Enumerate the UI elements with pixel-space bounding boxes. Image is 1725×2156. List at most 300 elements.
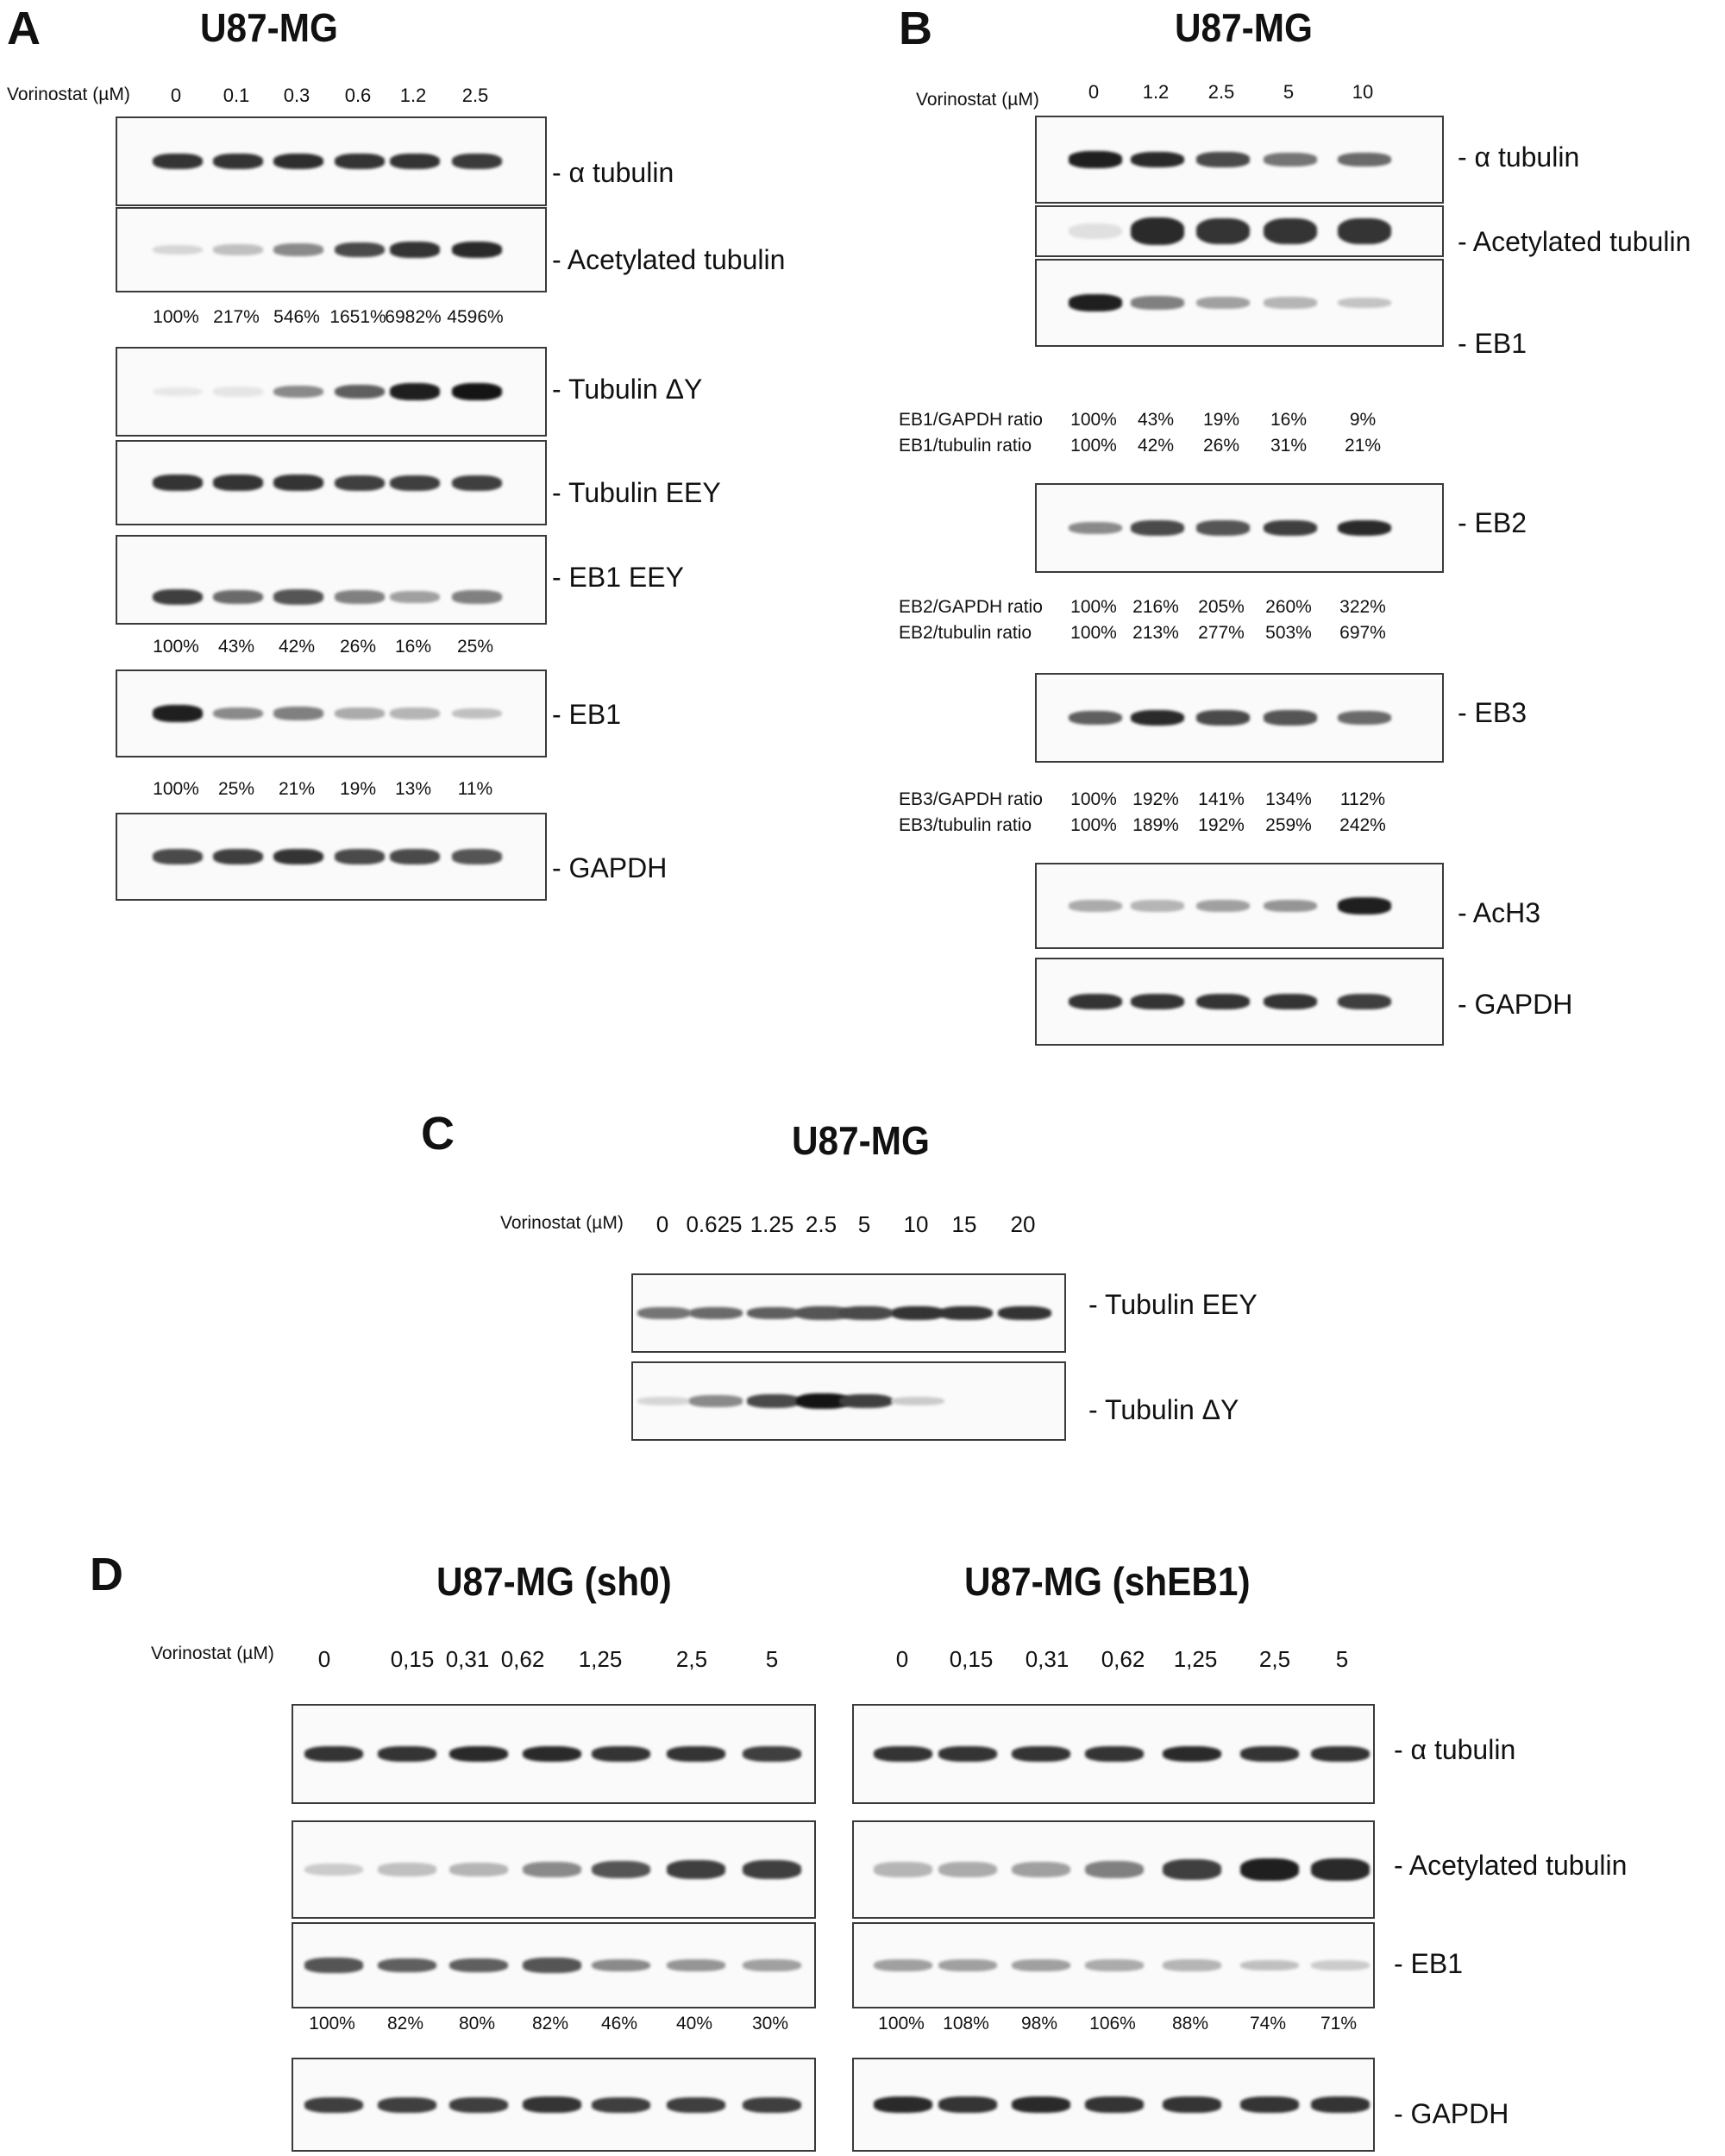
band <box>452 475 502 491</box>
blot-c-0 <box>631 1273 1066 1353</box>
band <box>1311 2096 1370 2112</box>
band <box>390 475 440 491</box>
percent-value: 25% <box>456 637 494 657</box>
blot-a-1 <box>116 207 547 292</box>
ratio-value: 26% <box>1202 436 1240 456</box>
ratio-value: 21% <box>1344 436 1382 456</box>
band <box>153 705 203 721</box>
panel-letter-a: A <box>7 3 41 54</box>
percent-value: 16% <box>394 637 432 657</box>
band <box>335 475 385 491</box>
blot-label: - AcH3 <box>1458 897 1541 928</box>
band <box>273 386 323 399</box>
percent-value: 88% <box>1171 2014 1209 2033</box>
band <box>213 707 263 720</box>
band <box>1131 217 1184 245</box>
band <box>273 243 323 256</box>
blot-label: - EB1 <box>552 699 622 730</box>
blot-label: - α tubulin <box>552 157 674 188</box>
band <box>153 589 203 605</box>
band <box>452 383 502 400</box>
band <box>1196 297 1250 309</box>
band <box>452 849 502 864</box>
band <box>1196 152 1250 167</box>
conc-value: 0.3 <box>283 85 310 106</box>
blot-b-4 <box>1035 673 1444 763</box>
band <box>998 1306 1051 1320</box>
band <box>335 707 385 720</box>
band <box>452 590 502 603</box>
ratio-value: 100% <box>1070 623 1117 643</box>
ratio-value: 16% <box>1270 410 1308 430</box>
band <box>689 1395 743 1406</box>
ratio-value: 277% <box>1198 623 1245 643</box>
band <box>874 1746 932 1762</box>
percent-value: 11% <box>457 779 493 799</box>
band <box>523 1746 581 1763</box>
conc-value: 0,31 <box>445 1646 490 1672</box>
ratio-value: 322% <box>1339 597 1386 617</box>
conc-value: 5 <box>1283 81 1295 103</box>
band <box>335 590 385 603</box>
band <box>273 849 323 864</box>
band <box>1012 1862 1070 1878</box>
band <box>592 1746 650 1762</box>
ratio-value: 43% <box>1137 410 1175 430</box>
blot-label: - EB1 EEY <box>552 562 684 593</box>
panel-letter-c: C <box>421 1108 455 1160</box>
percent-value: 40% <box>675 2014 713 2033</box>
band <box>1240 2096 1299 2112</box>
band <box>938 1959 997 1971</box>
band <box>335 242 385 258</box>
blot-label: - GAPDH <box>1394 2098 1509 2129</box>
ratio-label: EB3/GAPDH ratio <box>899 789 1043 809</box>
band <box>1163 1746 1221 1763</box>
panel-c-title: U87-MG <box>792 1118 930 1163</box>
percent-value: 1651% <box>329 307 386 327</box>
conc-axis-label: Vorinostat (µM) <box>500 1213 624 1233</box>
blot-d-sheb1-0 <box>852 1704 1375 1804</box>
band <box>637 1307 691 1319</box>
band <box>449 1746 508 1763</box>
conc-value: 2,5 <box>1258 1646 1291 1672</box>
panel-d-title-sheb1: U87-MG (shEB1) <box>964 1559 1251 1604</box>
band <box>874 1862 932 1876</box>
band <box>335 849 385 864</box>
percent-value: 217% <box>213 307 260 327</box>
band <box>743 1746 801 1762</box>
ratio-value: 259% <box>1265 815 1312 835</box>
band <box>1240 1858 1299 1881</box>
conc-value: 2.5 <box>461 85 489 106</box>
blot-label: - EB1 <box>1394 1948 1464 1979</box>
band <box>667 1746 725 1762</box>
blot-b-1 <box>1035 205 1444 257</box>
ratio-label: EB2/GAPDH ratio <box>899 597 1043 617</box>
band <box>1338 711 1391 725</box>
band <box>1085 1959 1144 1971</box>
band <box>153 154 203 169</box>
blot-label: - EB3 <box>1458 697 1527 728</box>
blot-d-sheb1-2 <box>852 1922 1375 2008</box>
percent-value: 80% <box>458 2014 496 2033</box>
percent-value: 42% <box>278 637 316 657</box>
conc-value: 10 <box>1352 81 1374 103</box>
band <box>452 154 502 169</box>
blot-a-5 <box>116 669 547 757</box>
percent-value: 100% <box>309 2014 355 2033</box>
band <box>1085 2096 1144 2112</box>
band <box>523 2096 581 2112</box>
conc-value: 0 <box>317 1646 331 1672</box>
band <box>304 1864 363 1876</box>
blot-label: - EB2 <box>1458 507 1527 538</box>
conc-value: 0 <box>656 1211 669 1237</box>
blot-d-sh0-2 <box>292 1922 816 2008</box>
band <box>390 707 440 719</box>
conc-axis-label: Vorinostat (µM) <box>916 90 1039 110</box>
band <box>1069 294 1122 311</box>
conc-value: 0,15 <box>949 1646 994 1672</box>
band <box>1338 218 1391 245</box>
percent-value: 71% <box>1320 2014 1358 2033</box>
band <box>304 1958 363 1972</box>
band <box>592 1959 650 1972</box>
band <box>1163 1859 1221 1880</box>
band <box>1131 994 1184 1009</box>
ratio-value: 260% <box>1265 597 1312 617</box>
band <box>592 1861 650 1879</box>
band <box>449 2097 508 2113</box>
ratio-value: 100% <box>1070 436 1117 456</box>
percent-value: 30% <box>751 2014 789 2033</box>
ratio-value: 192% <box>1198 815 1245 835</box>
band <box>1338 897 1391 914</box>
conc-axis-label: Vorinostat (µM) <box>151 1644 274 1663</box>
band <box>390 849 440 864</box>
band <box>1338 994 1391 1009</box>
conc-value: 1,25 <box>1173 1646 1218 1672</box>
band <box>938 2096 997 2112</box>
band <box>1240 1746 1299 1762</box>
band <box>1338 520 1391 537</box>
blot-a-3 <box>116 440 547 525</box>
blot-d-sh0-0 <box>292 1704 816 1804</box>
band <box>667 1959 725 1971</box>
band <box>1131 710 1184 726</box>
band <box>1012 1959 1070 1971</box>
band <box>1196 710 1250 726</box>
band <box>1085 1746 1144 1762</box>
ratio-label: EB1/GAPDH ratio <box>899 410 1043 430</box>
ratio-value: 100% <box>1070 410 1117 430</box>
band <box>1196 994 1250 1009</box>
conc-value: 5 <box>765 1646 779 1672</box>
band <box>390 154 440 169</box>
band <box>1163 2096 1221 2112</box>
percent-value: 74% <box>1249 2014 1287 2033</box>
band <box>449 1958 508 1973</box>
ratio-value: 242% <box>1339 815 1386 835</box>
band <box>1012 1746 1070 1762</box>
band <box>378 2097 436 2113</box>
band <box>213 154 263 169</box>
conc-value: 0,31 <box>1025 1646 1070 1672</box>
percent-value: 106% <box>1089 2014 1136 2033</box>
ratio-value: 503% <box>1265 623 1312 643</box>
conc-value: 0.625 <box>686 1211 743 1237</box>
band <box>1311 1746 1370 1762</box>
percent-value: 43% <box>217 637 255 657</box>
percent-value: 13% <box>394 779 432 799</box>
blot-b-3 <box>1035 483 1444 573</box>
band <box>667 1860 725 1879</box>
band <box>1264 218 1317 245</box>
percent-value: 26% <box>339 637 377 657</box>
conc-value: 0,15 <box>390 1646 435 1672</box>
ratio-value: 205% <box>1198 597 1245 617</box>
band <box>213 387 263 396</box>
band <box>452 708 502 720</box>
band <box>1085 1861 1144 1878</box>
blot-label: - Tubulin ΔY <box>552 374 703 405</box>
blot-label: - α tubulin <box>1394 1734 1516 1765</box>
band <box>335 385 385 399</box>
percent-value: 100% <box>878 2014 925 2033</box>
percent-value: 82% <box>386 2014 424 2033</box>
band <box>335 154 385 169</box>
blot-a-0 <box>116 116 547 206</box>
conc-axis-label: Vorinostat (µM) <box>7 85 130 104</box>
conc-value: 0 <box>1088 81 1100 103</box>
band <box>1196 218 1250 245</box>
band <box>874 2096 932 2113</box>
band <box>743 1860 801 1879</box>
ratio-value: 697% <box>1339 623 1386 643</box>
blot-label: - Tubulin EEY <box>1088 1289 1258 1320</box>
band <box>273 475 323 490</box>
percent-value: 25% <box>217 779 255 799</box>
band <box>1264 710 1317 725</box>
blot-d-sh0-3 <box>292 2058 816 2152</box>
band <box>390 383 440 399</box>
band <box>213 475 263 490</box>
band <box>378 1958 436 1973</box>
band <box>1240 1960 1299 1971</box>
percent-value: 546% <box>273 307 320 327</box>
band <box>304 1746 363 1762</box>
ratio-value: 112% <box>1339 789 1386 809</box>
band <box>273 707 323 720</box>
band <box>743 1959 801 1971</box>
band <box>1264 900 1317 912</box>
blot-d-sheb1-1 <box>852 1820 1375 1919</box>
band <box>938 1746 997 1762</box>
percent-value: 82% <box>531 2014 569 2033</box>
ratio-label: EB1/tubulin ratio <box>899 436 1032 456</box>
conc-value: 0 <box>170 85 182 106</box>
ratio-value: 189% <box>1132 815 1179 835</box>
percent-value: 46% <box>600 2014 638 2033</box>
band <box>747 1307 800 1320</box>
band <box>1131 520 1184 536</box>
panel-a-title: U87-MG <box>200 5 338 50</box>
band <box>1131 152 1184 168</box>
conc-value: 2.5 <box>1208 81 1235 103</box>
band <box>743 2097 801 2113</box>
blot-label: - α tubulin <box>1458 141 1580 173</box>
band <box>891 1306 944 1320</box>
ratio-value: 9% <box>1349 410 1377 430</box>
blot-label: - Acetylated tubulin <box>1458 226 1691 257</box>
conc-value: 1,25 <box>578 1646 623 1672</box>
band <box>1264 994 1317 1009</box>
band <box>1069 151 1122 167</box>
band <box>153 387 203 397</box>
blot-label: - Acetylated tubulin <box>552 244 786 275</box>
band <box>938 1862 997 1877</box>
blot-b-0 <box>1035 116 1444 204</box>
percent-value: 6982% <box>385 307 442 327</box>
band <box>390 242 440 257</box>
conc-value: 0,62 <box>1101 1646 1145 1672</box>
percent-value: 4596% <box>447 307 504 327</box>
band <box>667 2097 725 2113</box>
blot-b-6 <box>1035 958 1444 1046</box>
band <box>273 154 323 170</box>
blot-label: - Acetylated tubulin <box>1394 1850 1628 1881</box>
blot-a-2 <box>116 347 547 437</box>
ratio-value: 192% <box>1132 789 1179 809</box>
blot-label: - EB1 <box>1458 328 1527 359</box>
band <box>1338 298 1391 308</box>
band <box>689 1307 743 1319</box>
blot-a-6 <box>116 813 547 901</box>
conc-value: 2.5 <box>805 1211 837 1237</box>
ratio-value: 100% <box>1070 597 1117 617</box>
conc-value: 0.1 <box>223 85 250 106</box>
band <box>1069 223 1122 240</box>
conc-value: 1.2 <box>399 85 427 106</box>
conc-value: 2,5 <box>675 1646 708 1672</box>
band <box>153 245 203 255</box>
blot-b-5 <box>1035 863 1444 949</box>
band <box>213 849 263 864</box>
band <box>1069 522 1122 535</box>
panel-letter-b: B <box>899 3 932 54</box>
conc-value: 0 <box>895 1646 909 1672</box>
band <box>523 1862 581 1877</box>
conc-value: 10 <box>903 1211 929 1237</box>
band <box>153 475 203 490</box>
band <box>874 1959 932 1971</box>
band <box>1069 900 1122 912</box>
blot-label: - Tubulin ΔY <box>1088 1394 1239 1425</box>
conc-value: 0.6 <box>344 85 372 106</box>
ratio-value: 134% <box>1265 789 1312 809</box>
ratio-value: 19% <box>1202 410 1240 430</box>
band <box>939 1306 993 1320</box>
percent-value: 21% <box>278 779 316 799</box>
ratio-value: 42% <box>1137 436 1175 456</box>
band <box>1069 711 1122 726</box>
band <box>304 2097 363 2113</box>
band <box>273 589 323 604</box>
blot-label: - Tubulin EEY <box>552 477 721 508</box>
ratio-value: 100% <box>1070 789 1117 809</box>
percent-value: 19% <box>339 779 377 799</box>
blot-d-sh0-1 <box>292 1820 816 1919</box>
band <box>1163 1959 1221 1971</box>
band <box>1196 900 1250 912</box>
band <box>1131 900 1184 911</box>
band <box>1131 296 1184 309</box>
percent-value: 100% <box>153 637 199 657</box>
band <box>1196 520 1250 535</box>
blot-a-4 <box>116 535 547 625</box>
band <box>1069 994 1122 1009</box>
blot-d-sheb1-3 <box>852 2058 1375 2152</box>
band <box>592 2097 650 2113</box>
ratio-label: EB2/tubulin ratio <box>899 623 1032 643</box>
percent-value: 100% <box>153 779 199 799</box>
ratio-value: 31% <box>1270 436 1308 456</box>
ratio-value: 100% <box>1070 815 1117 835</box>
band <box>213 590 263 604</box>
band <box>1264 297 1317 308</box>
band <box>449 1863 508 1876</box>
blot-b-2 <box>1035 259 1444 347</box>
panel-d-title-sh0: U87-MG (sh0) <box>436 1559 672 1604</box>
conc-value: 5 <box>857 1211 871 1237</box>
band <box>1264 520 1317 536</box>
band <box>1311 1858 1370 1880</box>
band <box>891 1397 944 1406</box>
conc-value: 20 <box>1010 1211 1036 1237</box>
conc-value: 5 <box>1335 1646 1349 1672</box>
band <box>213 244 263 255</box>
band <box>637 1397 691 1405</box>
band <box>1311 1960 1370 1971</box>
panel-b-title: U87-MG <box>1175 5 1313 50</box>
percent-value: 98% <box>1020 2014 1058 2033</box>
ratio-value: 141% <box>1198 789 1245 809</box>
band <box>747 1394 800 1408</box>
band <box>452 242 502 258</box>
blot-c-1 <box>631 1361 1066 1441</box>
ratio-label: EB3/tubulin ratio <box>899 815 1032 835</box>
ratio-value: 216% <box>1132 597 1179 617</box>
conc-value: 0,62 <box>500 1646 545 1672</box>
band <box>378 1863 436 1876</box>
panel-letter-d: D <box>90 1549 123 1600</box>
conc-value: 1.25 <box>750 1211 794 1237</box>
band <box>153 849 203 864</box>
band <box>839 1394 893 1408</box>
percent-value: 100% <box>153 307 199 327</box>
band <box>1264 153 1317 167</box>
conc-value: 1.2 <box>1142 81 1170 103</box>
blot-label: - GAPDH <box>1458 989 1573 1020</box>
band <box>1012 2096 1070 2113</box>
band <box>839 1306 893 1320</box>
conc-value: 15 <box>951 1211 977 1237</box>
band <box>390 591 440 603</box>
band <box>523 1958 581 1972</box>
band <box>378 1746 436 1762</box>
blot-label: - GAPDH <box>552 852 668 883</box>
